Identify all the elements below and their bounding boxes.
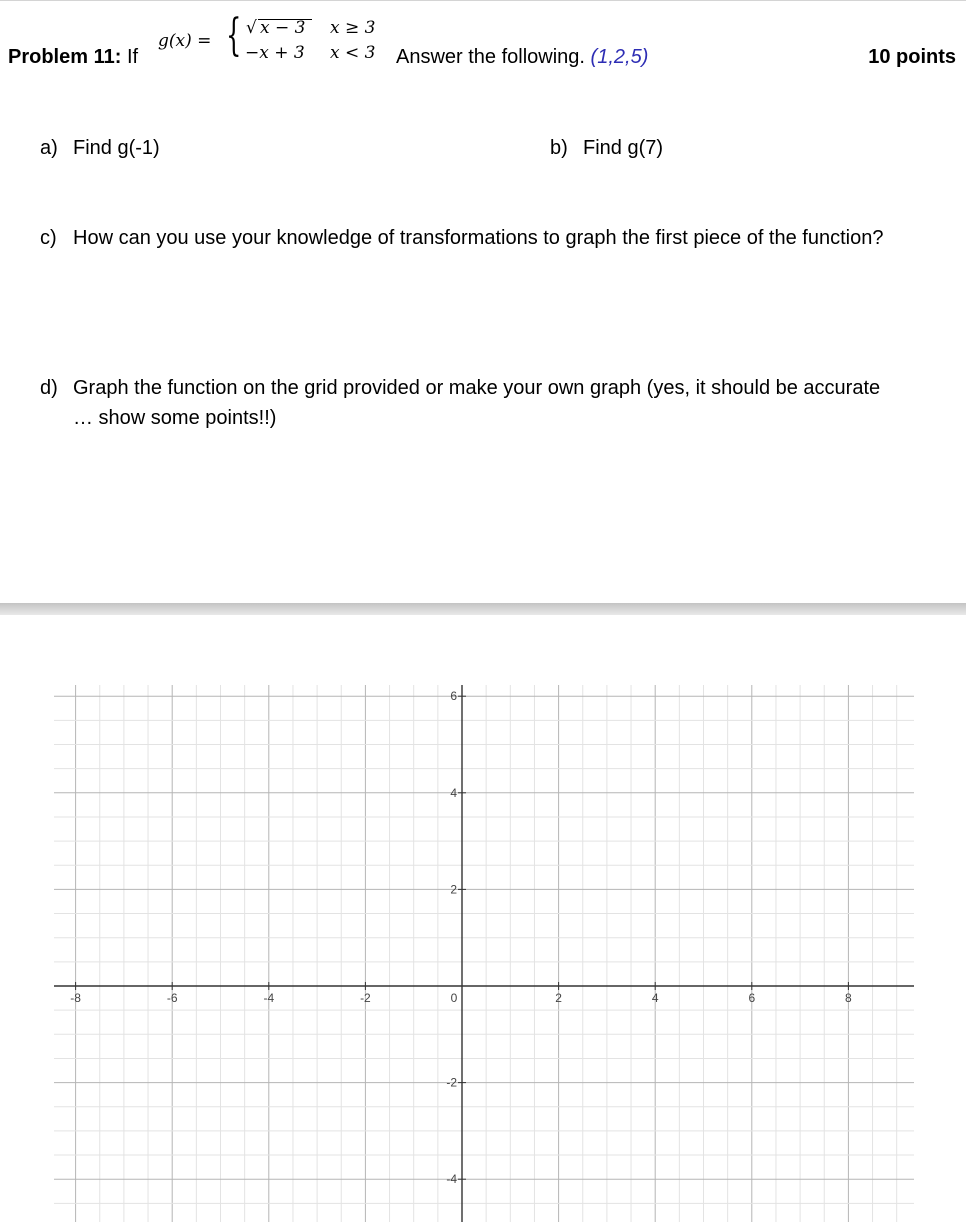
page-divider — [0, 603, 966, 615]
question-a — [40, 137, 160, 160]
question-c-text: How can you use your knowledge of transformations to graph the first piece of the function? — [73, 227, 884, 249]
instruction-line — [396, 46, 648, 69]
y-tick-label: 6 — [450, 689, 457, 704]
piece2-expression: −x + 3 — [245, 43, 305, 63]
question-a-text: Find g(-1) — [73, 137, 160, 159]
x-tick-label: 8 — [845, 991, 852, 1005]
y-tick-label: 4 — [450, 785, 457, 800]
piecewise-brace: { — [226, 10, 242, 61]
x-tick-label: 4 — [651, 991, 659, 1005]
question-d-letter: d) — [40, 377, 58, 399]
question-d-text-line1: Graph the function on the grid provided or make your own graph (yes, it should be accurate — [73, 377, 881, 399]
x-tick-label: -6 — [166, 991, 178, 1005]
x-tick-label: 0 — [450, 991, 458, 1005]
question-b-text: Find g(7) — [583, 137, 664, 159]
piece1-condition: x ≥ 3 — [330, 18, 376, 38]
piece1-expression: x − 3 — [260, 18, 306, 38]
x-tick-label: 2 — [555, 991, 562, 1005]
problem-hint: (1,2,5) — [590, 46, 649, 68]
y-tick-label: -4 — [446, 1172, 457, 1187]
question-b — [550, 137, 663, 160]
question-d-continuation: … show some points!!) — [73, 407, 277, 429]
question-c-letter: c) — [40, 227, 57, 249]
instruction-text: Answer the following. — [396, 46, 585, 68]
if-word: If — [126, 46, 139, 68]
question-a-letter: a) — [40, 137, 58, 159]
coordinate-grid — [0, 615, 966, 1222]
question-b-letter: b) — [550, 137, 568, 159]
x-tick-label: -2 — [360, 991, 371, 1005]
problem-label — [8, 46, 138, 69]
x-tick-label: -4 — [263, 991, 275, 1005]
x-tick-label: -8 — [70, 991, 81, 1005]
piece2-condition: x < 3 — [330, 43, 376, 63]
x-tick-label: 6 — [748, 991, 756, 1005]
problem-number: Problem 11: — [8, 46, 122, 68]
y-tick-label: -2 — [446, 1075, 457, 1090]
question-c — [40, 227, 883, 250]
y-tick-label: 2 — [450, 882, 457, 897]
points-value: 10 points — [868, 46, 956, 68]
radical-sign: √ — [246, 18, 257, 38]
question-d — [40, 377, 880, 400]
problem-statement — [0, 0, 966, 80]
function-name: g(x) = — [158, 31, 212, 51]
